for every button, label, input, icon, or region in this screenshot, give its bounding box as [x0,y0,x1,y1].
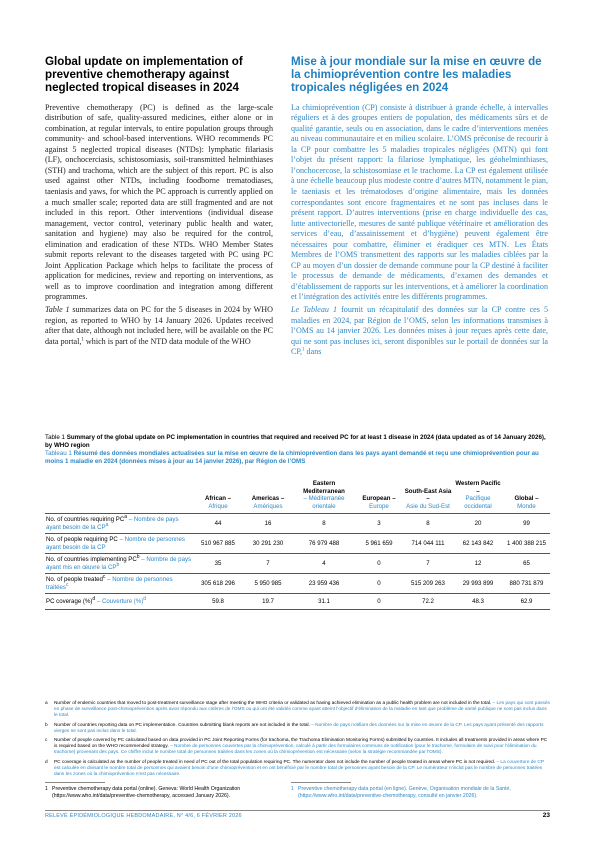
table-note [45,738,550,757]
row-label-en: No. of countries implementing PC [46,556,137,564]
table-row [45,514,550,534]
header-fr: Afrique [208,502,228,510]
row-label [45,514,193,534]
header-european [355,480,403,514]
header-fr: Asie du Sud-Est [406,502,450,510]
note-mark: a [45,701,48,706]
table-cell: 7 [403,554,453,574]
note-text-en: PC coverage is calculated as the number of people treated in need of PC out of the total population requiring PC. The numerator does not include the number of people treated in areas where PC is not required. [54,759,496,765]
french-title: Mise à jour mondiale sur la mise en œuvre de la chimioprévention contre les maladies tropicales négligées en 2024 [291,55,542,95]
row-note-mark: a [124,514,128,521]
table-row [45,574,550,594]
french-column [291,55,548,360]
table-label-en: Table 1 [45,434,65,441]
row-label-fr: – Nombre de personnes traitées [46,576,173,591]
page-number: 23 [542,812,550,819]
table-cell: 30 291 230 [243,534,293,554]
row-note-mark: b [136,554,140,561]
header-americas [243,480,293,514]
row-label-fr: – Nombre de personnes ayant besoin de la CP [46,536,185,551]
table-reference: Table 1 [45,305,70,314]
table-cell: 20 [453,514,503,534]
summary-table [45,480,550,610]
footnote-separator [45,782,105,783]
row-note-mark: d [143,596,147,603]
footnote-separator [291,782,351,783]
english-paragraph-2-end: which is part of the NTD data module of the WHO [83,336,251,346]
row-note-mark: c [102,574,106,581]
table-caption [45,434,550,466]
header-fr: Pacifique occidental [464,495,492,510]
table-cell: 880 731 879 [503,574,550,594]
header-african [193,480,243,514]
french-paragraph-2-text: fournit un récapitulatif des données sur la CP contre ces 5 maladies en 2024, par Région de l’OMS, selon les informations transmises à l’OMS au 14 janvier 2026. Les données mises à jour reçues après cette date, qui ne sont pas incluses ici, seront disponibles sur le portail de données sur la CP, [291,305,548,357]
header-western-pacific [453,480,503,514]
table-cell: 65 [503,554,550,574]
footnote-text: Preventive chemotherapy data portal (online). Geneva: World Health Organization (https://www.who.int/data/preventive-chemotherapy, accessed January 2026). [52,786,241,799]
header-en: Eastern Mediterranean [303,480,345,495]
header-en: African – [204,495,232,503]
header-en: European – [362,495,396,503]
note-text-fr: – Les pays qui sont passés en phase de surveillance post-chimioprévention après avoir répondu aux critères de l’OMS ou qui ont été validés comme ayant atteint l’objectif d’élimination de la maladie en tant que problème de santé publique ne sont pas inclus dans le total. [54,701,550,719]
header-fr: Amériques [253,502,283,510]
row-label-fr: – Nombre de pays ayant mis en œuvre la CP [46,556,192,571]
note-mark: c [45,738,48,744]
table-cell: 62.9 [503,594,550,610]
table-cell: 62 143 842 [453,534,503,554]
table-cell: 5 961 659 [355,534,403,554]
footnote-fr [291,786,546,799]
header-fr: Monde [517,502,536,510]
row-label [45,594,193,610]
table-cell: 515 209 263 [403,574,453,594]
header-eastern-mediterranean [293,480,355,514]
table-cell: 35 [193,554,243,574]
note-text-en: Number of countries reporting data on PC implementation. Countries submitting blank reports are not included in the total. [54,722,310,728]
english-title: Global update on implementation of preventive chemotherapy against neglected tropical diseases in 2024 [45,55,243,95]
table-cell: 99 [503,514,550,534]
table-row [45,554,550,574]
footnote-ref: 1 [302,347,305,353]
header-fr: – Méditerranée orientale [303,495,345,510]
table-cell: 44 [193,514,243,534]
table-cell: 48.3 [453,594,503,610]
header-en: Global – [514,495,539,503]
row-note-mark: d [92,596,96,603]
note-mark: d [45,759,48,765]
table-cell: 0 [355,594,403,610]
table-row [45,594,550,610]
table-note [45,701,550,720]
table-reference: Le Tableau 1 [291,305,338,314]
note-text-fr: – Nombre de pays notifiant des données sur la mise en œuvre de la CP. Les pays ayant présenté des rapports vierges ne sont pas inclus dans le total. [54,722,544,734]
table-cell: 8 [403,514,453,534]
row-label-en: No. of countries requiring PC [46,516,125,524]
footnote-ref: 1 [81,336,84,342]
table-cell: 29 993 899 [453,574,503,594]
table-cell: 59.8 [193,594,243,610]
table-cell: 1 400 388 215 [503,534,550,554]
table-caption-en [45,434,550,450]
table-caption-fr-text: Résumé des données mondiales actualisées sur la mise en œuvre de la chimioprévention dans les pays ayant demandé et reçu une chimioprévention pour au moins 1 maladie en 2024 (données mises à jour au 14 janvier 2026), par Région de l’OMS [45,450,539,465]
table-notes [45,701,550,781]
row-label-en: No. of people requiring PC [46,536,118,544]
row-label [45,554,193,574]
table-cell: 0 [355,554,403,574]
table-row [45,534,550,554]
english-paragraph-2 [45,305,273,347]
row-note-mark: c [65,581,69,588]
note-mark: b [45,722,48,728]
french-paragraph-1: La chimioprévention (CP) consiste à distribuer à grande échelle, à intervalles réguliers et à des groupes entiers de population, des médicaments sûrs et de qualité garantie, seuls ou en association, dans le cadre d’interventions menées au niveau communautaire et en milieu scolaire. L’OMS préconise de recourir à la CP pour combattre les 5 maladies tropicales négligées (MTN) qui font l’objet du présent rapport: la filariose lymphatique, les géohelminthiases, l’onchocercose, la schistosomiase et le trachome. La CP est également utilisée à une échelle beaucoup plus modeste contre d’autres MTN, notamment le pian, le taeniasis et les trématodoses d’origine alimentaire, mais les données correspondantes sont encore fragmentaires et ne sont pas incluses dans le présent rapport. D’autres interventions (prise en charge individuelle des cas, lutte antivectorielle, mesures de santé publique vétérinaire et amélioration des services d’eau, d’assainissement et d’hygiène) peuvent également être nécessaires pour combattre, éliminer et éradiquer ces MTN. Les États Membres de l’OMS transmettent des rapports sur les maladies ciblées par la CP au moyen d’un dossier de demande commune pour la CP destiné à faciliter le processus de demande de médicaments, d’examen des demandes et d’établissement de rapports sur les interventions, et à améliorer la coordination et l’intégration des activités entre les différents programmes. [291,102,548,302]
table-note [45,760,550,779]
table-cell: 305 618 296 [193,574,243,594]
table-cell: 4 [293,554,355,574]
table-cell: 12 [453,554,503,574]
header-en: Western Pacific – [455,480,501,495]
english-column [45,55,273,349]
header-global [503,480,550,514]
table-header-row [45,480,550,514]
header-fr: Europe [369,502,389,510]
table-body [45,514,550,610]
table-cell: 16 [243,514,293,534]
table-cell: 8 [293,514,355,534]
table-cell: 0 [355,574,403,594]
row-note-mark: b [116,561,120,568]
row-label-en: No. of people treated [46,576,103,584]
row-label [45,574,193,594]
header-en: Americas – [251,495,285,503]
footnote-text: Preventive chemotherapy data portal (en ligne). Genève, Organisation mondiale de la Santé, (https://www.who.int/data/preventive-chemotherapy, consulté en janvier 2026). [298,786,511,799]
row-label-fr: – Nombre de pays ayant besoin de la CP [46,516,179,531]
table-cell: 714 044 111 [403,534,453,554]
table-cell: 23 959 436 [293,574,355,594]
header-en: South-East Asia – [404,487,452,503]
table-cell: 3 [355,514,403,534]
table-cell: 19.7 [243,594,293,610]
note-text-fr: – Nombre de personnes couvertes par la chimioprévention, calculé à partir des formulaires communs de notification (pour le trachome, formulaire de suivi pour l’élimination du trachome) provenant des pays. Ce chiffre inclut le nombre total de personnes traitées dans les zones où la chimioprévention est nécessaire (selon la stratégie recommandée par l’OMS). [54,744,537,756]
header-south-east-asia [403,480,453,514]
table-caption-en-text: Summary of the global update on PC implementation in countries that required and received PC for at least 1 disease in 2024 (data updated as of 14 January 2026), by WHO region [45,434,546,449]
footnote-en [45,786,270,799]
table-cell: 76 979 488 [293,534,355,554]
note-text-en: Number of endemic countries that moved to post-treatment surveillance stage after meeting the WHO criteria or validated as having achieved elimination as a public health problem are not included in the total. [54,701,492,706]
running-footer: RELEVÉ ÉPIDÉMIOLOGIQUE HEBDOMADAIRE, N° 4/6, 6 FÉVRIER 2026 [45,813,242,819]
row-label [45,534,193,554]
row-label-fr: – Couverture (%) [96,598,144,606]
table-note [45,723,550,735]
row-note-mark: a [105,521,109,528]
footnote-number: 1 [291,786,294,792]
table-cell: 7 [243,554,293,574]
header-empty [45,480,193,514]
note-text-fr: – La couverture de CP est calculée en divisant le nombre total de personnes qui avaient besoin d’une chimioprévention et en ont bénéficié par le nombre total de personnes ayant besoin de la CP. Le numérateur n’inclut pas le nombre de personnes traitées dans les zones où la chimioprévention n’est pas nécessaire. [54,759,544,778]
footer-divider [45,810,550,811]
french-paragraph-2-end: dans [304,347,322,357]
table-caption-fr [45,450,550,466]
french-paragraph-2 [291,305,548,358]
english-paragraph-1: Preventive chemotherapy (PC) is defined as the large-scale distribution of safe, quality-assured medicines, either alone or in combination, at regular intervals, to entire population groups through community- and school-based interventions. WHO recommends PC against 5 neglected tropical diseases (NTDs): lymphatic filariasis (LF), onchocerciasis, schistosomiasis, soil-transmitted helminthiases (STH) and trachoma, which are the subject of this report. PC is also used against other NTDs, including foodborne trematodiases, taeniasis and yaws, for which the PC approach is currently applied on a much smaller scale; reported data are still fragmented and are not included in this report. Other interventions (individual disease management, vector control, veterinary public health and water, sanitation and hygiene) may also be required for the control, elimination and eradication of these NTDs. WHO Member States submit reports relevant to the diseases targeted with PC using PC Joint Application Package which helps to facilitate the process of application for medicines, review and reporting on interventions, as well as to improve coordination and integration among different programmes. [45,102,273,302]
table-label-fr: Tableau 1 [45,450,72,457]
footnote-number: 1 [45,786,48,792]
note-text-en: Number of people covered by PC calculated based on data provided in PC Joint Reporting Forms (for trachoma, the Trachoma Elimination Monitoring Forms) submitted by countries. It includes all treatments provided in areas where PC is required based on the WHO recommended strategy. [54,738,548,750]
table-cell: 31.1 [293,594,355,610]
row-label-en: PC coverage (%) [46,598,93,606]
table-cell: 5 950 985 [243,574,293,594]
table-cell: 72.2 [403,594,453,610]
english-paragraph-2-text: summarizes data on PC for the 5 diseases in 2024 by WHO region, as reported to WHO by 14 January 2026. Updates received after that date, although not included here, will be available on the PC data portal, [45,305,273,346]
table-cell: 510 967 885 [193,534,243,554]
